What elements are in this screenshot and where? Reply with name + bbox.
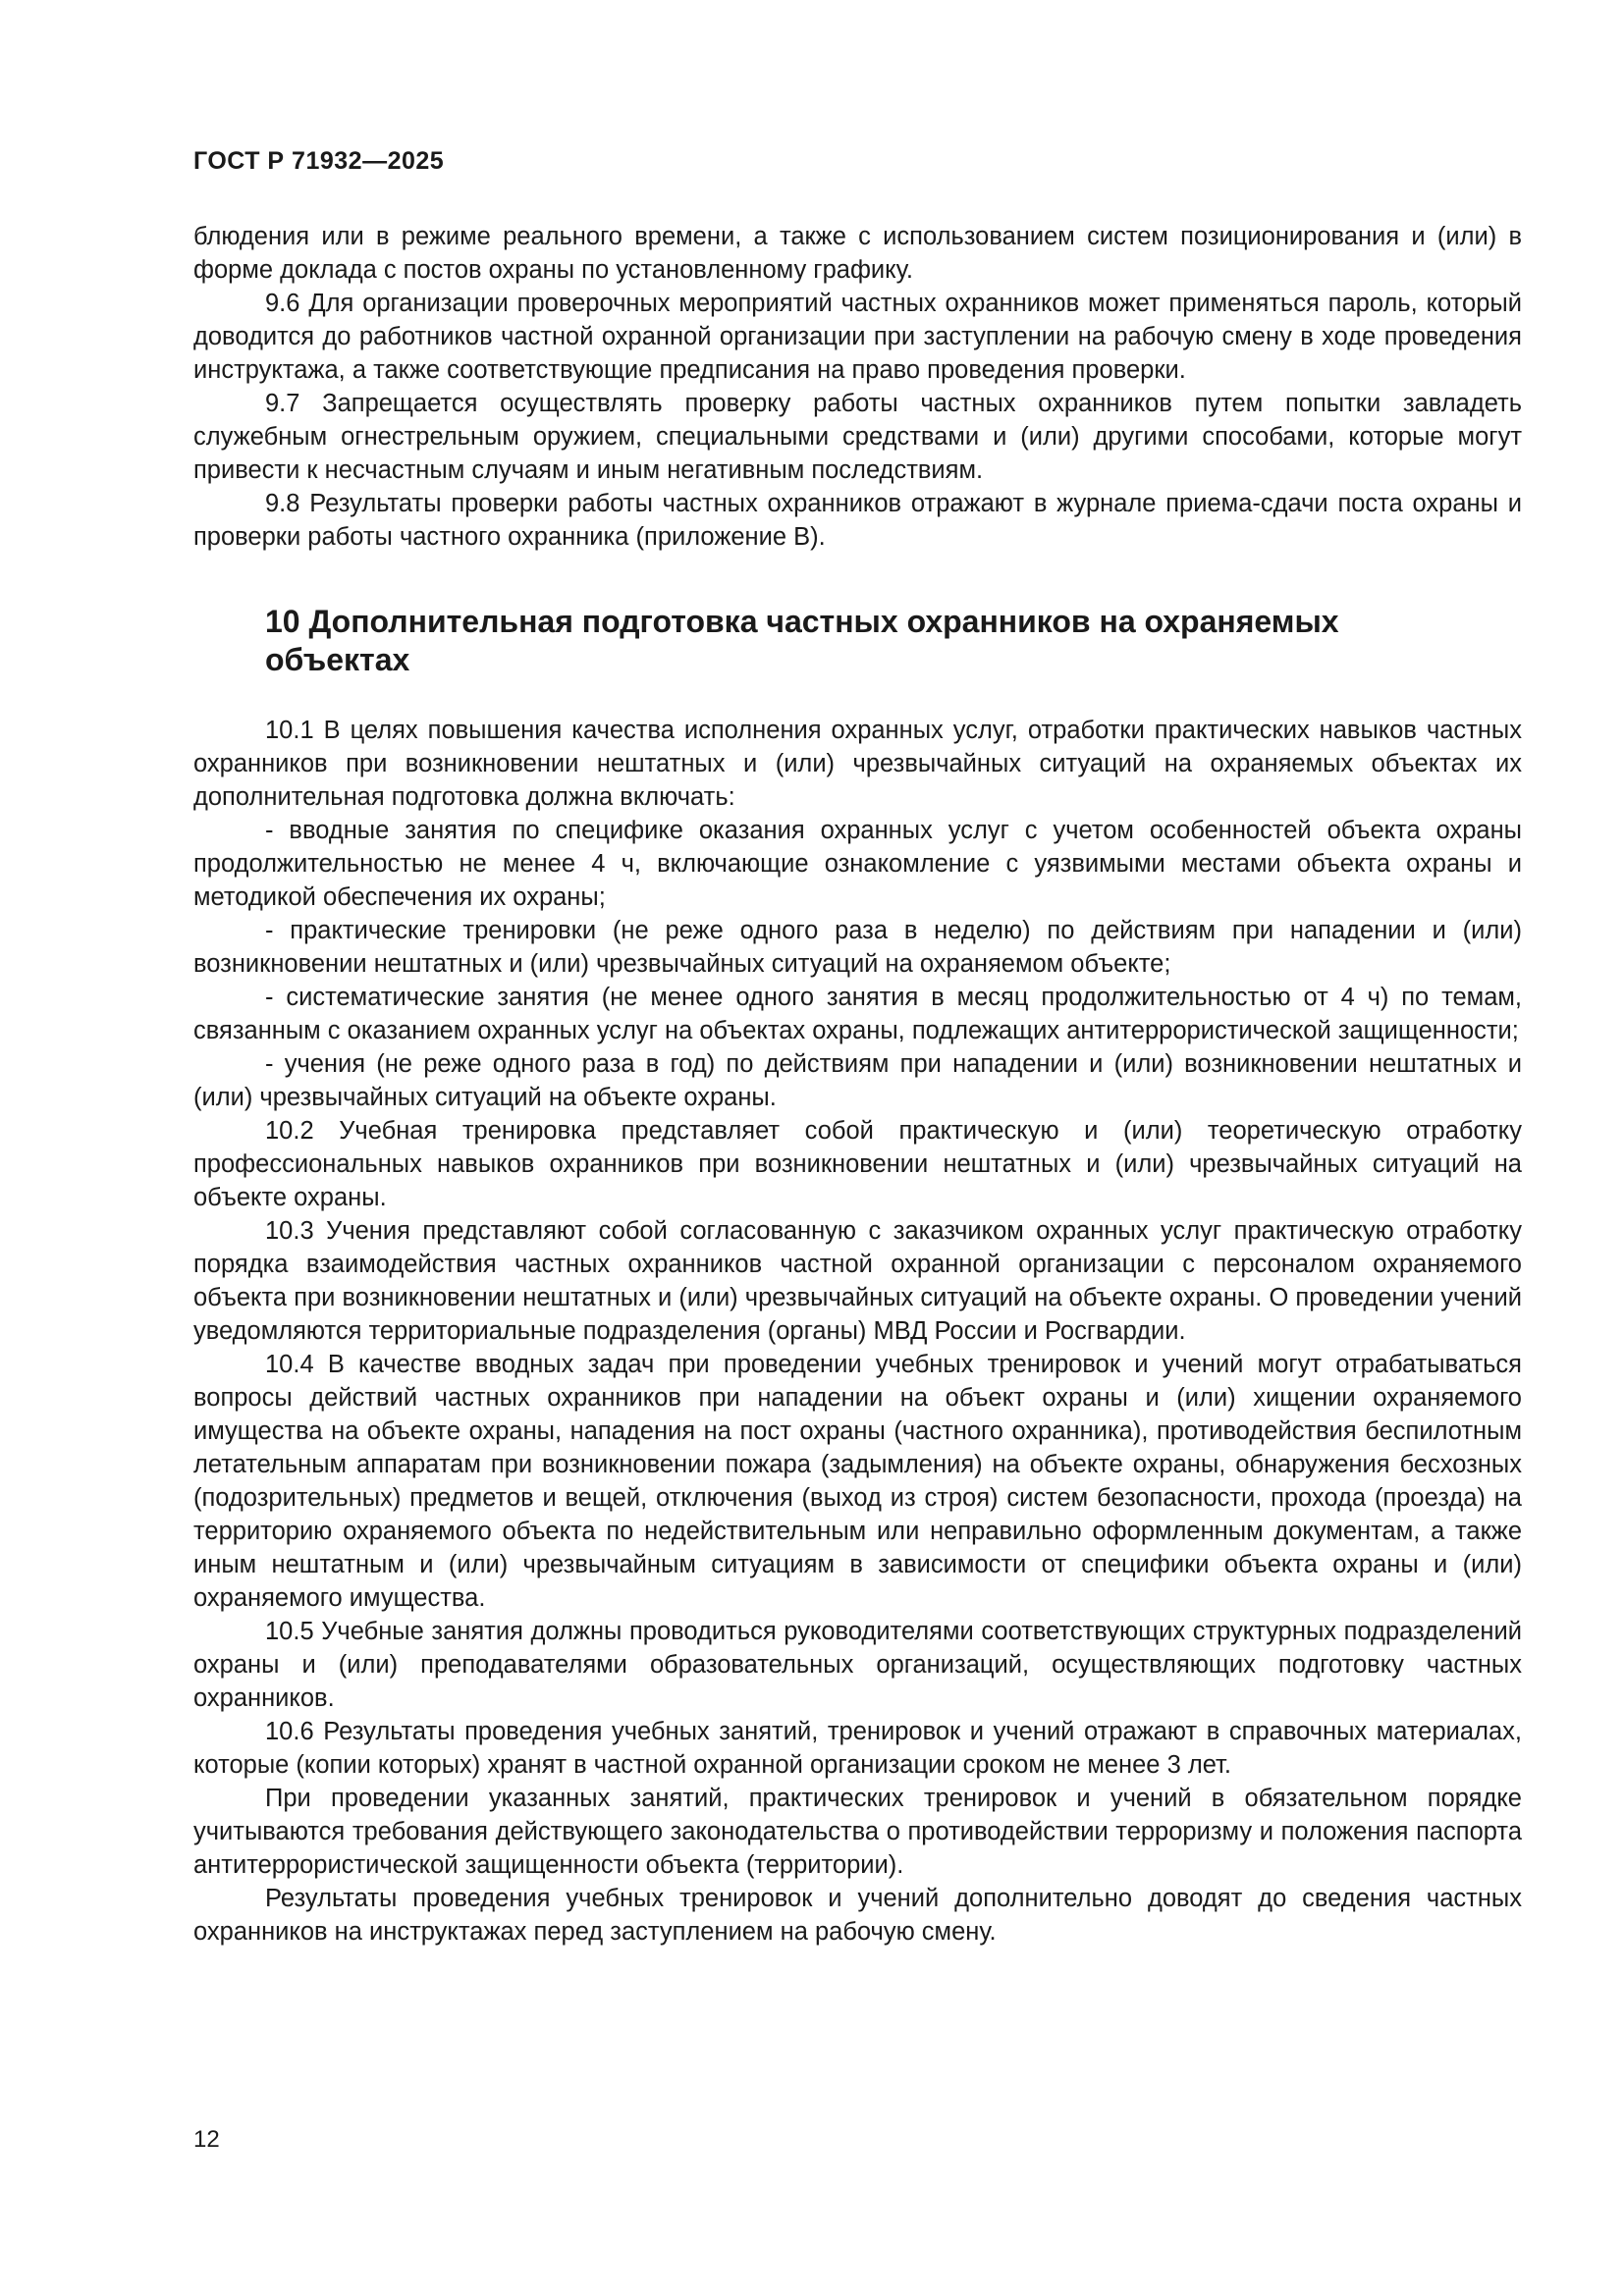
- list-item: - систематические занятия (не менее одного занятия в месяц продолжительностью от 4 ч) по темам, связанным с оказанием охранных услуг на объектах охраны, подлежащих антитеррористической защищенности;: [193, 984, 1522, 1044]
- clause-10-6: 10.6 Результаты проведения учебных занятий, тренировок и учений отражают в справочных материалах, которые (копии которых) хранят в частной охранной организации сроком не менее 3 лет.: [193, 1718, 1522, 1779]
- section-10-heading: 10 Дополнительная подготовка частных охранников на охраняемых объектах: [265, 604, 1339, 677]
- paragraph-terrorism-requirements: При проведении указанных занятий, практических тренировок и учений в обязательном порядке учитываются требования действующего законодательства о противодействии терроризму и положения паспорта антитеррористической защищенности объекта (территории).: [193, 1785, 1522, 1879]
- list-item: - вводные занятия по специфике оказания охранных услуг с учетом особенностей объекта охраны продолжительностью не менее 4 ч, включающие ознакомление с уязвимыми местами объекта охраны и методикой обеспечения их охраны;: [193, 817, 1522, 911]
- paragraph-briefing-results: Результаты проведения учебных тренировок и учений дополнительно доводят до сведения частных охранников на инструктажах перед заступлением на рабочую смену.: [193, 1885, 1522, 1946]
- page-body: [193, 220, 1522, 1949]
- standard-code-header: ГОСТ Р 71932—2025: [193, 147, 445, 175]
- clause-10-3: 10.3 Учения представляют собой согласованную с заказчиком охранных услуг практическую отработку порядка взаимодействия частных охранников частной охранной организации с персоналом охраняемого объекта при возникновении нештатных и (или) чрезвычайных ситуаций на объекте охраны. О проведении учений уведомляются территориальные подразделения (органы) МВД России и Росгвардии.: [193, 1217, 1522, 1345]
- page-number: 12: [193, 2126, 220, 2153]
- clause-10-2: 10.2 Учебная тренировка представляет собой практическую и (или) теоретическую отработку профессиональных навыков охранников при возникновении нештатных и (или) чрезвычайных ситуаций на объекте охраны.: [193, 1117, 1522, 1211]
- continuation-paragraph: блюдения или в режиме реального времени, а также с использованием систем позиционирования и (или) в форме доклада с постов охраны по установленному графику.: [193, 223, 1522, 284]
- list-item: - учения (не реже одного раза в год) по действиям при нападении и (или) возникновении нештатных и (или) чрезвычайных ситуаций на объекте охраны.: [193, 1050, 1522, 1111]
- clause-9-8: 9.8 Результаты проверки работы частных охранников отражают в журнале приема-сдачи поста охраны и проверки работы частного охранника (приложение В).: [193, 490, 1522, 551]
- clause-9-6: 9.6 Для организации проверочных мероприятий частных охранников может применяться пароль, который доводится до работников частной охранной организации при заступлении на рабочую смену в ходе проведения инструктажа, а также соответствующие предписания на право проведения проверки.: [193, 290, 1522, 384]
- clause-10-4: 10.4 В качестве вводных задач при проведении учебных тренировок и учений могут отрабатываться вопросы действий частных охранников при нападении на объект охраны и (или) хищении охраняемого имущества на объекте охраны, нападения на пост охраны (частного охранника), противодействия беспилотным летательным аппаратам при возникновении пожара (задымления) на объекте охраны, обнаружения бесхозных (подозрительных) предметов и вещей, отключения (выход из строя) систем безопасности, прохода (проезда) на территорию охраняемого объекта по недействительным или неправильно оформленным документам, а также иным нештатным и (или) чрезвычайным ситуациям в зависимости от специфики объекта охраны и (или) охраняемого имущества.: [193, 1351, 1522, 1612]
- list-item: - практические тренировки (не реже одного раза в неделю) по действиям при нападении и (или) возникновении нештатных и (или) чрезвычайных ситуаций на охраняемом объекте;: [193, 917, 1522, 978]
- clause-9-7: 9.7 Запрещается осуществлять проверку работы частных охранников путем попытки завладеть служебным огнестрельным оружием, специальными средствами и (или) другими способами, которые могут привести к несчастным случаям и иным негативным последствиям.: [193, 390, 1522, 484]
- clause-10-1: 10.1 В целях повышения качества исполнения охранных услуг, отработки практических навыков частных охранников при возникновении нештатных и (или) чрезвычайных ситуаций на охраняемых объектах их дополнительная подготовка должна включать:: [193, 717, 1522, 811]
- clause-10-5: 10.5 Учебные занятия должны проводиться руководителями соответствующих структурных подразделений охраны и (или) преподавателями образовательных организаций, осуществляющих подготовку частных охранников.: [193, 1618, 1522, 1712]
